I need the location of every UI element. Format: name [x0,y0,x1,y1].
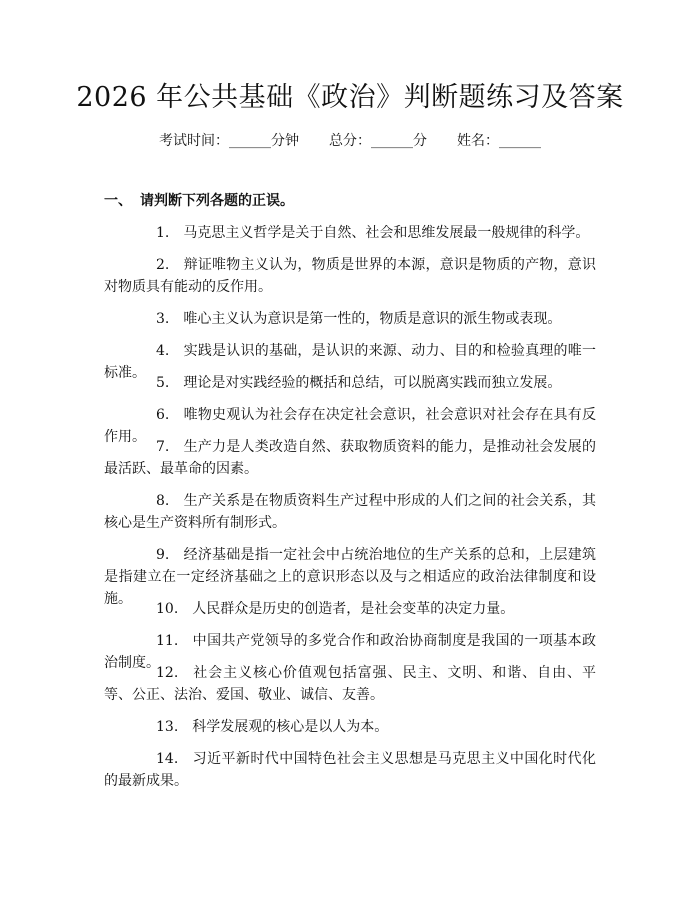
question-text: 马克思主义哲学是关于自然、社会和思维发展最一般规律的科学。 [183,225,590,241]
exam-time-field: 考试时间：______分钟 [159,133,299,149]
question-item [104,598,596,620]
question-item [104,716,596,738]
document-title: 2026 年公共基础《政治》判断题练习及答案 [76,82,624,113]
question-number: 5. [156,375,170,391]
question-number: 3. [156,311,170,327]
total-score-field: 总分：______分 [329,133,427,149]
question-text: 理论是对实践经验的概括和总结，可以脱离实践而独立发展。 [183,375,562,391]
question-item [104,372,596,394]
question-number: 4. [156,343,170,359]
section-number: 一、 [104,193,132,209]
question-number: 2. [156,257,170,273]
question-text: 科学发展观的核心是以人为本。 [192,719,389,735]
question-number: 13. [156,719,179,735]
question-text: 生产力是人类改造自然、获取物质资料的能力，是推动社会发展的最活跃、最革命的因素。 [104,439,596,477]
question-text: 唯心主义认为意识是第一性的，物质是意识的派生物或表现。 [183,311,562,327]
question-text: 实践是认识的基础，是认识的来源、动力、目的和检验真理的唯一标准。 [104,343,596,381]
question-number: 11. [156,633,179,649]
question-text: 辩证唯物主义认为，物质是世界的本源，意识是物质的产物，意识对物质具有能动的反作用。 [104,257,596,295]
section-instruction: 请判断下列各题的正误。 [140,193,294,209]
question-text: 习近平新时代中国特色社会主义思想是马克思主义中国化时代化的最新成果。 [104,751,596,789]
question-number: 1. [156,225,170,241]
question-number: 10. [156,601,179,617]
question-item [104,222,596,244]
question-text: 唯物史观认为社会存在决定社会意识，社会意识对社会存在具有反作用。 [104,407,596,445]
question-item [104,662,596,706]
exam-info-line [0,130,700,152]
question-item [104,490,596,534]
question-number: 14. [156,751,179,767]
question-item [104,308,596,330]
section-heading [104,190,294,212]
question-text: 人民群众是历史的创造者，是社会变革的决定力量。 [192,601,515,617]
question-text: 社会主义核心价值观包括富强、民主、文明、和谐、自由、平等、公正、法治、爱国、敬业、诚信、友善。 [104,665,596,703]
question-item [104,254,596,298]
question-number: 7. [156,439,170,455]
question-number: 8. [156,493,170,509]
question-number: 9. [156,547,170,563]
question-number: 6. [156,407,170,423]
question-text: 经济基础是指一定社会中占统治地位的生产关系的总和，上层建筑是指建立在一定经济基础之上的意识形态以及与之相适应的政治法律制度和设施。 [104,547,596,607]
question-number: 12. [156,665,179,681]
question-item [104,436,596,480]
question-item [104,748,596,792]
question-text: 中国共产党领导的多党合作和政治协商制度是我国的一项基本政治制度。 [104,633,596,671]
question-text: 生产关系是在物质资料生产过程中形成的人们之间的社会关系，其核心是生产资料所有制形式。 [104,493,596,531]
student-name-field: 姓名：______ [457,133,541,149]
